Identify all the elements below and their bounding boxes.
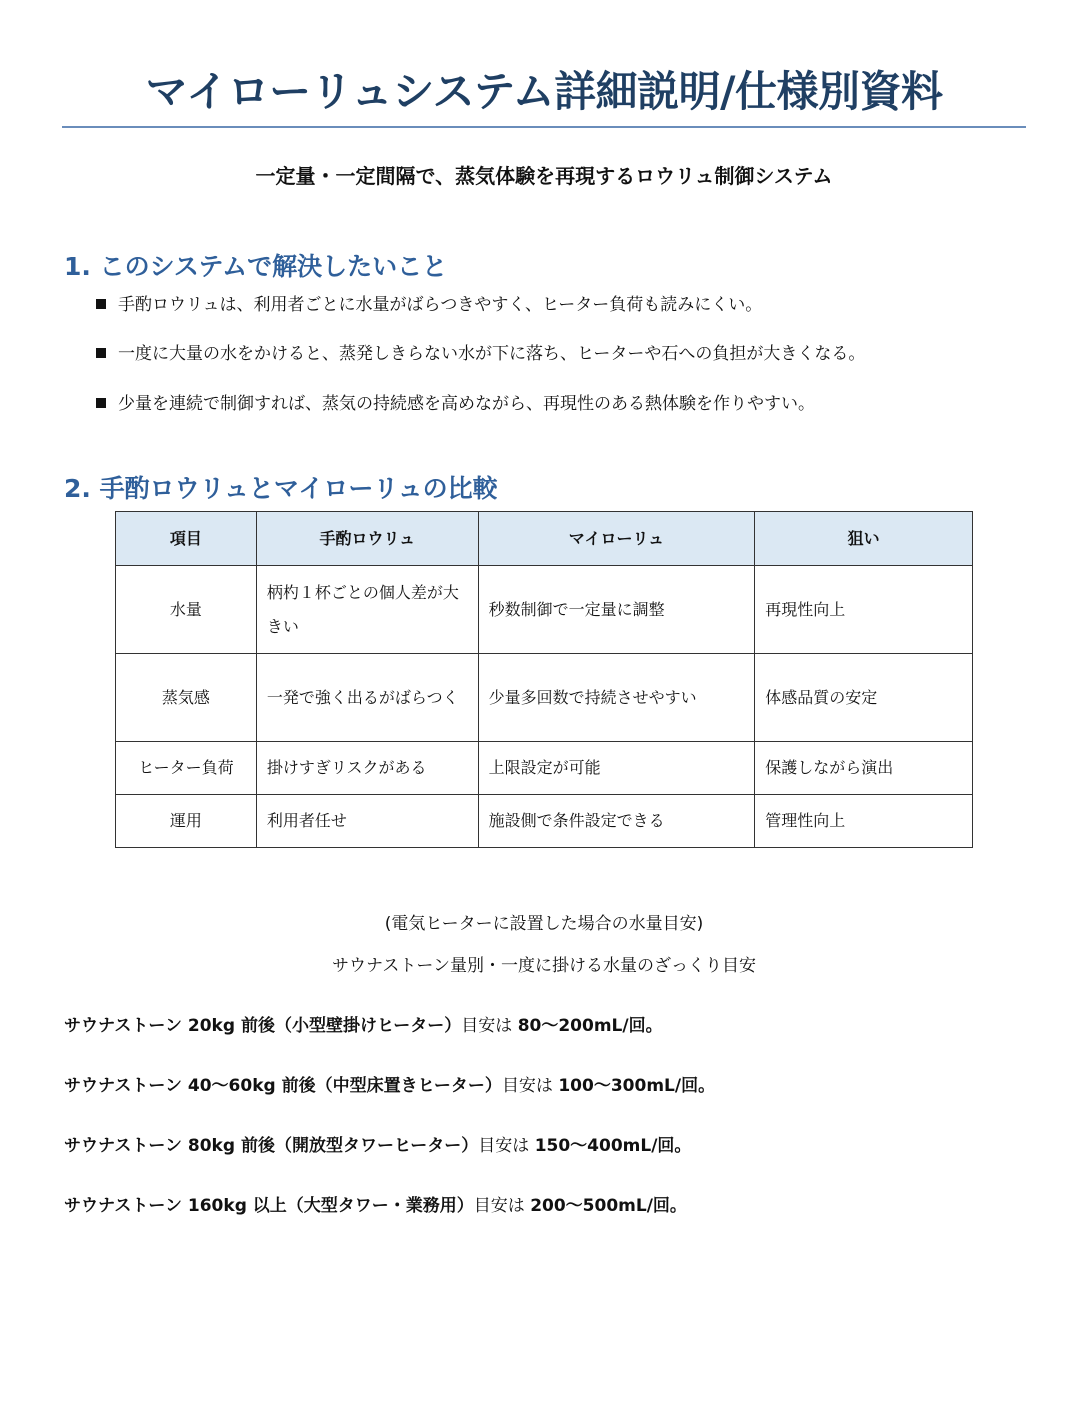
water-amount: 150～400mL/回。 — [534, 1136, 692, 1156]
table-cell: ヒーター負荷 — [116, 742, 257, 795]
stone-guide-item — [64, 1131, 691, 1161]
guide-word: 目安は — [478, 1136, 530, 1156]
table-cell: 保護しながら演出 — [755, 742, 973, 795]
column-header: マイローリュ — [478, 512, 755, 566]
table-cell: 利用者任せ — [256, 795, 478, 848]
table-cell: 体感品質の安定 — [755, 654, 973, 742]
table-cell: 掛けすぎリスクがある — [256, 742, 478, 795]
column-header: 項目 — [116, 512, 257, 566]
stone-label: サウナストーン 160kg 以上（大型タワー・業務用） — [64, 1196, 474, 1216]
square-bullet-icon — [96, 299, 106, 309]
stone-label: サウナストーン 40～60kg 前後（中型床置きヒーター） — [64, 1076, 502, 1096]
document-subtitle: 一定量・一定間隔で、蒸気体験を再現するロウリュ制御システム — [255, 164, 833, 188]
table-cell: 少量多回数で持続させやすい — [478, 654, 755, 742]
guide-word: 目安は — [461, 1016, 513, 1036]
section2-heading: 2. 手酌ロウリュとマイローリュの比較 — [64, 474, 498, 503]
table-row — [116, 742, 973, 795]
table-cell: 上限設定が可能 — [478, 742, 755, 795]
stone-guide-item — [64, 1071, 715, 1101]
table-cell: 秒数制御で一定量に調整 — [478, 566, 755, 654]
table-cell: 柄杓１杯ごとの個人差が大きい — [256, 566, 478, 654]
bullet-text: 一度に大量の水をかけると、蒸発しきらない水が下に落ち、ヒーターや石への負担が大きくなる。 — [118, 344, 866, 364]
stone-label: サウナストーン 20kg 前後（小型壁掛けヒーター） — [64, 1016, 462, 1036]
list-item — [96, 290, 762, 320]
table-cell: 一発で強く出るがばらつく — [256, 654, 478, 742]
water-guide-note: (電気ヒーターに設置した場合の水量目安) — [384, 914, 704, 934]
table-header-row — [116, 512, 973, 566]
document-title: マイローリュシステム詳細説明/仕様別資料 — [145, 67, 943, 116]
bullet-text: 少量を連続で制御すれば、蒸気の持続感を高めながら、再現性のある熱体験を作りやすい。 — [118, 394, 815, 414]
water-amount: 100～300mL/回。 — [558, 1076, 716, 1096]
table-cell: 水量 — [116, 566, 257, 654]
list-item — [96, 339, 865, 369]
table-cell: 再現性向上 — [755, 566, 973, 654]
water-guide-caption: サウナストーン量別・一度に掛ける水量のざっくり目安 — [332, 956, 756, 976]
stone-label: サウナストーン 80kg 前後（開放型タワーヒーター） — [64, 1136, 479, 1156]
column-header: 狙い — [755, 512, 973, 566]
square-bullet-icon — [96, 398, 106, 408]
table-cell: 蒸気感 — [116, 654, 257, 742]
section1-heading: 1. このシステムで解決したいこと — [64, 252, 448, 281]
table-cell: 管理性向上 — [755, 795, 973, 848]
water-amount: 80～200mL/回。 — [517, 1016, 663, 1036]
water-amount: 200～500mL/回。 — [530, 1196, 687, 1216]
bullet-text: 手酌ロウリュは、利用者ごとに水量がばらつきやすく、ヒーター負荷も読みにくい。 — [118, 295, 763, 315]
table-row — [116, 795, 973, 848]
table-cell: 運用 — [116, 795, 257, 848]
comparison-table — [115, 511, 973, 848]
list-item — [96, 389, 815, 419]
square-bullet-icon — [96, 348, 106, 358]
table-row — [116, 566, 973, 654]
title-underline — [62, 126, 1026, 128]
table-row — [116, 654, 973, 742]
guide-word: 目安は — [501, 1076, 553, 1096]
stone-guide-item — [64, 1011, 663, 1041]
column-header: 手酌ロウリュ — [256, 512, 478, 566]
table-cell: 施設側で条件設定できる — [478, 795, 755, 848]
stone-guide-item — [64, 1191, 687, 1221]
guide-word: 目安は — [473, 1196, 525, 1216]
